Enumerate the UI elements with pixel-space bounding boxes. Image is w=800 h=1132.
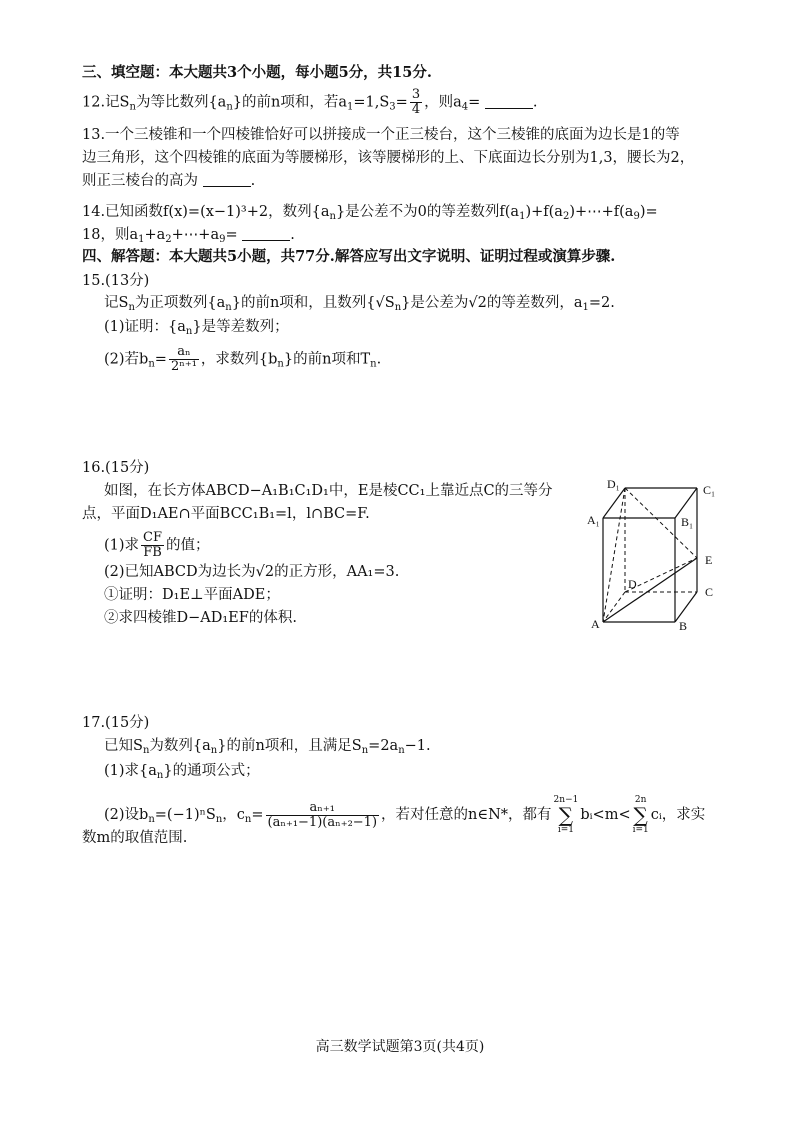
fraction-cf-fb: $\frac{CF}{FB}$ [143,530,163,560]
label-E: E [705,553,713,567]
question-14-line-2: 18，则$a_1+a_2+\cdots+a_9=$ . [82,227,295,245]
question-17-title: 17.(15分) [82,715,150,731]
question-16-line-5: ①证明：D₁E⊥平面ADE； [104,587,280,603]
question-15-line-3: (2)若$b_n=$ $\frac{\text{aₙ}}{\text{2ⁿ⁺¹}}$ ，求数列$\{b_n\}$的前n项和$T_n$. [104,344,382,374]
question-16-line-6: ②求四棱锥D−AD₁EF的体积. [104,610,297,626]
question-12: 12.记$S_n$为等比数列$\{a_n\}$的前n项和，若$a_1=1,S_3=$ $\frac{3}{4}$ ，则$a_4=$ . [82,87,538,117]
answer-blank[interactable] [203,172,251,187]
question-16-title: 16.(15分) [82,460,150,476]
question-13-line-2: 边三角形，这个四棱锥的底面为等腰梯形，该等腰梯形的上、下底面边长分别为1,3，腰长为2， [82,150,695,166]
question-13-line-1: 13.一个三棱锥和一个四棱锥恰好可以拼接成一个正三棱台，这个三棱锥的底面为边长是1的等 [82,127,680,143]
label-D1: D₁ [607,477,620,491]
question-15-line-1: 记$S_n$为正项数列$\{a_n\}$的前n项和，且数列$\{√S_n\}$是公差为√2的等差数列，$a_1=2$. [104,295,615,313]
label-A: A [591,617,600,631]
question-14-line-1: 14.已知函数f(x)=(x−1)³+2，数列$\{a_n\}$是公差不为0的等差数列$f(a_1)+f(a_2)+\cdots+f(a_9)=$ [82,204,658,222]
label-C1: C₁ [703,483,716,497]
question-17-line-3: (2)设$b_n=(-1)^nS_n$，$c_n=$ $\frac{\text{aₙ₊₁}}{\text{(aₙ₊₁−1)(aₙ₊₂−1)}}$ ，若对任意的n∈N*，都有 2n−1 ∑ i=1 bᵢ<m< 2n ∑ i=1 cᵢ，求实 [104,795,706,835]
fraction-3-4: $\frac{3}{4}$ [411,87,421,117]
question-16-line-3: (1)求 $\frac{CF}{FB}$ 的值； [104,530,210,560]
label-D: D [628,577,637,591]
section-3-heading: 三、填空题：本大题共3个小题，每小题5分，共15分. [82,64,432,81]
answer-blank[interactable] [485,94,533,109]
question-16-line-4: (2)已知ABCD为边长为√2的正方形，AA₁=3. [104,564,400,580]
page-footer: 高三数学试题第3页(共4页) [315,1039,485,1055]
section-4-heading: 四、解答题：本大题共5小题，共77分.解答应写出文字说明、证明过程或演算步骤. [82,248,616,265]
question-15-line-2: (1)证明：$\{a_n\}$是等差数列； [104,319,289,337]
label-C: C [705,585,714,599]
fraction-cn: $\frac{\text{aₙ₊₁}}{\text{(aₙ₊₁−1)(aₙ₊₂−1)}}$ [267,799,378,830]
fraction-an-over-2n1: $\frac{\text{aₙ}}{\text{2ⁿ⁺¹}}$ [170,344,197,374]
summation-c: 2n ∑ i=1 [632,795,649,835]
label-A1: A₁ [587,513,600,527]
question-15-title: 15.(13分) [82,273,150,289]
question-17-line-4: 数m的取值范围. [82,830,188,846]
label-B1: B₁ [681,515,694,529]
label-B: B [679,619,688,633]
answer-blank[interactable] [242,226,290,241]
question-17-line-1: 已知$S_n$为数列$\{a_n\}$的前n项和，且满足$S_n=2a_n-1$. [104,738,431,756]
question-16-line-1: 如图，在长方体ABCD−A₁B₁C₁D₁中，E是棱CC₁上靠近点C的三等分 [104,483,553,499]
prism-figure [585,474,725,634]
question-16-line-2: 点，平面D₁AE∩平面BCC₁B₁=l，l∩BC=F. [82,506,370,522]
question-17-line-2: (1)求$\{a_n\}$的通项公式； [104,763,260,781]
summation-b: 2n−1 ∑ i=1 [553,795,579,835]
question-13-line-3: 则正三棱台的高为 . [82,173,256,189]
